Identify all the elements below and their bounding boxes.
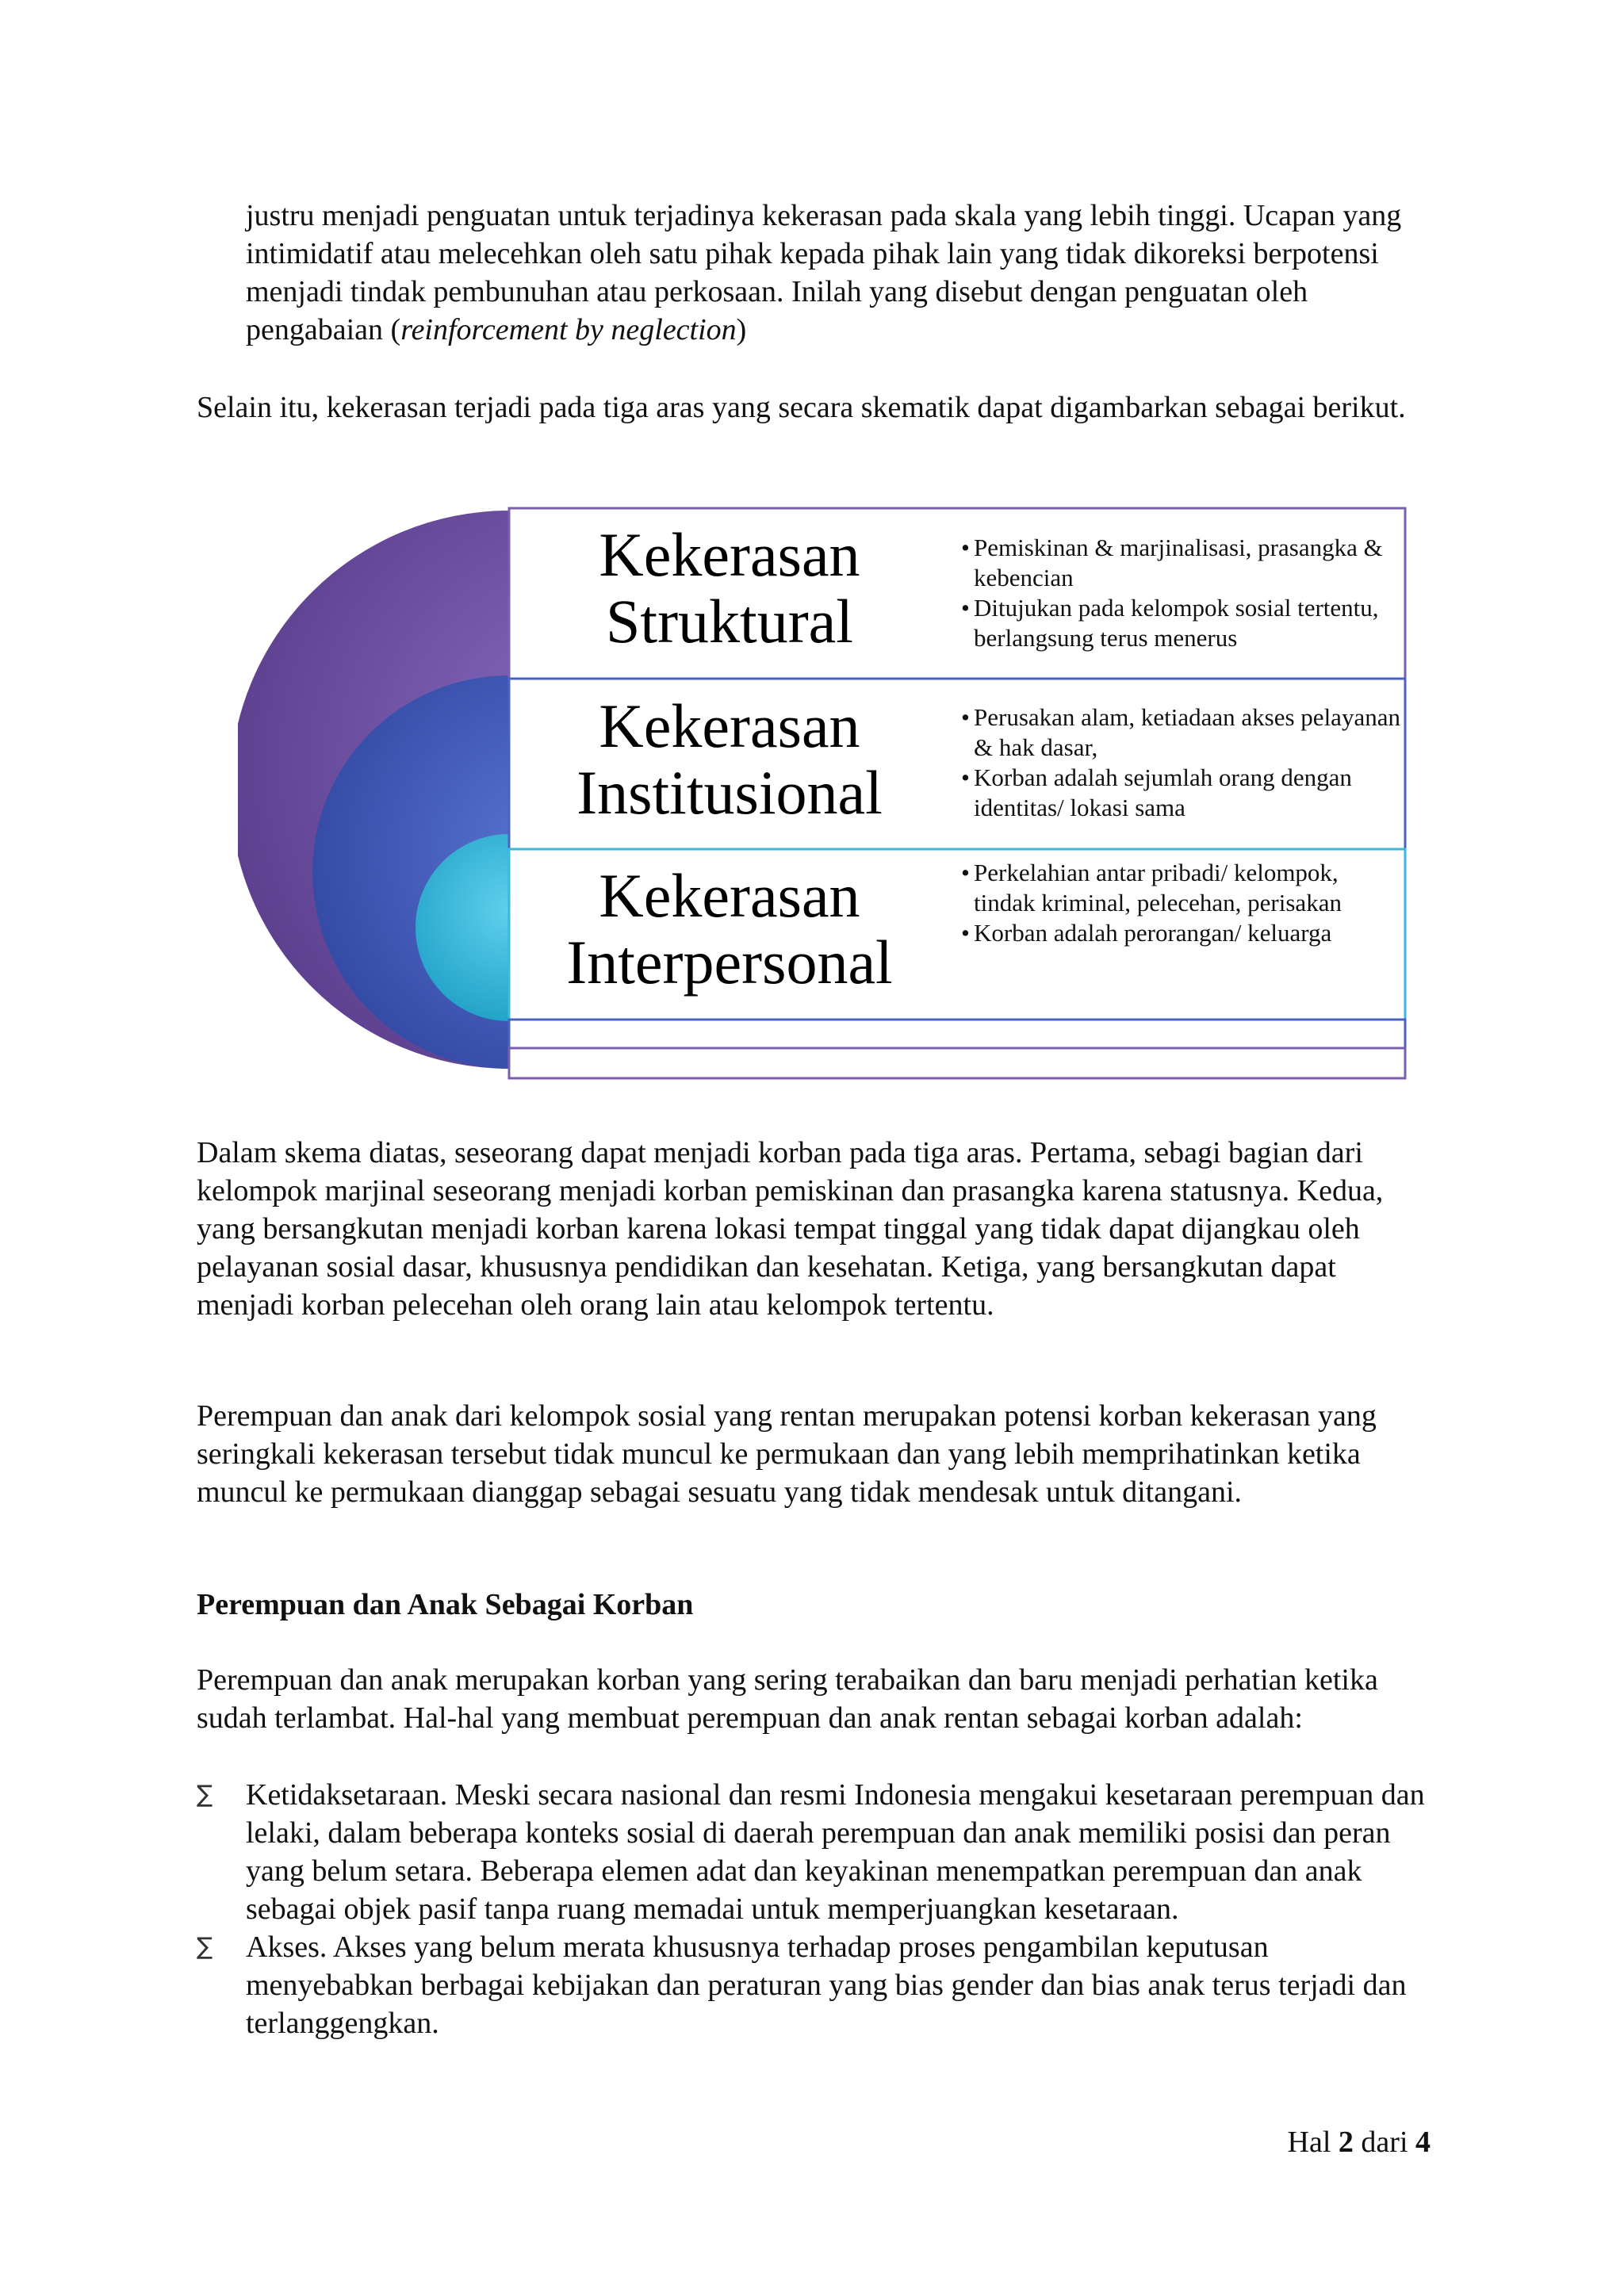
list-item <box>197 1928 1434 2042</box>
footer-middle: dari <box>1353 2126 1415 2159</box>
list-item-text: Akses. Akses yang belum merata khususnya terhadap proses pengambilan keputusan menyebabkan berbagai kebijakan dan peraturan yang bias gender dan bias anak terus terjadi dan terlanggengkan. <box>246 1931 1407 2040</box>
footer-total-pages: 4 <box>1415 2126 1431 2159</box>
paragraph-1: Dalam skema diatas, seseorang dapat menjadi korban pada tiga aras. Pertama, sebagi bagian dari kelompok marjinal seseorang menjadi korban pemiskinan dan prasangka karena statusnya. Kedua, yang bersangkutan menjadi korban karena lokasi tempat tinggal yang tidak dapat dijangkau oleh pelayanan sosial dasar, khususnya pendidikan dan kesehatan. Ketiga, yang bersangkutan dapat menjadi korban pelecehan oleh orang lain atau kelompok tertentu. <box>197 1136 1384 1322</box>
row-bullets-institutional <box>961 702 1405 823</box>
violence-levels-diagram <box>238 504 1411 1083</box>
row-title-line1: Kekerasan <box>599 861 860 930</box>
row-bullet: • Perkelahian antar pribadi/ kelompok, tindak kriminal, pelecehan, perisakan <box>961 858 1405 918</box>
row-bullet: • Pemiskinan & marjinalisasi, prasangka & kebencian <box>961 533 1405 593</box>
lower-strip-middle <box>509 1020 1405 1048</box>
top-paragraph-italic: reinforcement by neglection <box>400 313 737 346</box>
section-heading: Perempuan dan Anak Sebagai Korban <box>197 1588 694 1621</box>
sigma-bullet-icon: ∑ <box>197 1781 213 1808</box>
row-title-line2: Institusional <box>576 758 883 827</box>
row-title-structural <box>508 522 952 655</box>
row-bullet: • Korban adalah perorangan/ keluarga <box>961 918 1405 948</box>
intro-paragraph: Selain itu, kekerasan terjadi pada tiga aras yang secara skematik dapat digambarkan sebagai berikut. <box>197 391 1406 424</box>
page-footer <box>1288 2123 1431 2161</box>
row-title-line2: Struktural <box>606 587 853 656</box>
lower-strip-outer <box>509 1048 1405 1078</box>
row-bullets-interpersonal <box>961 858 1405 948</box>
row-bullet: • Korban adalah sejumlah orang dengan identitas/ lokasi sama <box>961 763 1405 823</box>
top-paragraph <box>246 197 1435 349</box>
row-title-line2: Interpersonal <box>566 928 893 997</box>
sigma-bullet-icon: ∑ <box>197 1933 213 1961</box>
row-title-line1: Kekerasan <box>599 691 860 760</box>
top-paragraph-text: justru menjadi penguatan untuk terjadinya kekerasan pada skala yang lebih tinggi. Ucapan yang intimidatif atau melecehkan oleh satu pihak kepada pihak lain yang tidak dikoreksi berpotensi menjadi tindak pembunuhan atau perkosaan. Inilah yang disebut dengan penguatan oleh pengabaian ( <box>246 199 1402 346</box>
paragraph-3: Perempuan dan anak merupakan korban yang sering terabaikan dan baru menjadi perhatian ketika sudah terlambat. Hal-hal yang membuat perempuan dan anak rentan sebagai korban adalah: <box>197 1663 1378 1735</box>
vulnerability-list <box>197 1776 1434 2042</box>
row-title-institutional <box>508 693 952 826</box>
paragraph-2: Perempuan dan anak dari kelompok sosial yang rentan merupakan potensi korban kekerasan yang seringkali kekerasan tersebut tidak muncul ke permukaan dan yang lebih memprihatinkan ketika muncul ke permukaan dianggap sebagai sesuatu yang tidak mendesak untuk ditangani. <box>197 1399 1377 1509</box>
list-item-text: Ketidaksetaraan. Meski secara nasional dan resmi Indonesia mengakui kesetaraan perempuan dan lelaki, dalam beberapa konteks sosial di daerah perempuan dan anak memiliki posisi dan peran yang belum setara. Beberapa elemen adat dan keyakinan menempatkan perempuan dan anak sebagai objek pasif tanpa ruang memadai untuk memperjuangkan kesetaraan. <box>246 1778 1425 1926</box>
row-bullet: • Perusakan alam, ketiadaan akses pelayanan & hak dasar, <box>961 702 1405 763</box>
row-bullet: • Ditujukan pada kelompok sosial tertentu, berlangsung terus menerus <box>961 593 1405 653</box>
list-item <box>197 1776 1434 1928</box>
top-paragraph-close: ) <box>736 313 747 346</box>
footer-page-number: 2 <box>1338 2126 1354 2159</box>
footer-prefix: Hal <box>1287 2126 1339 2159</box>
row-title-line1: Kekerasan <box>599 520 860 589</box>
row-title-interpersonal <box>508 863 952 996</box>
row-bullets-structural <box>961 533 1405 653</box>
